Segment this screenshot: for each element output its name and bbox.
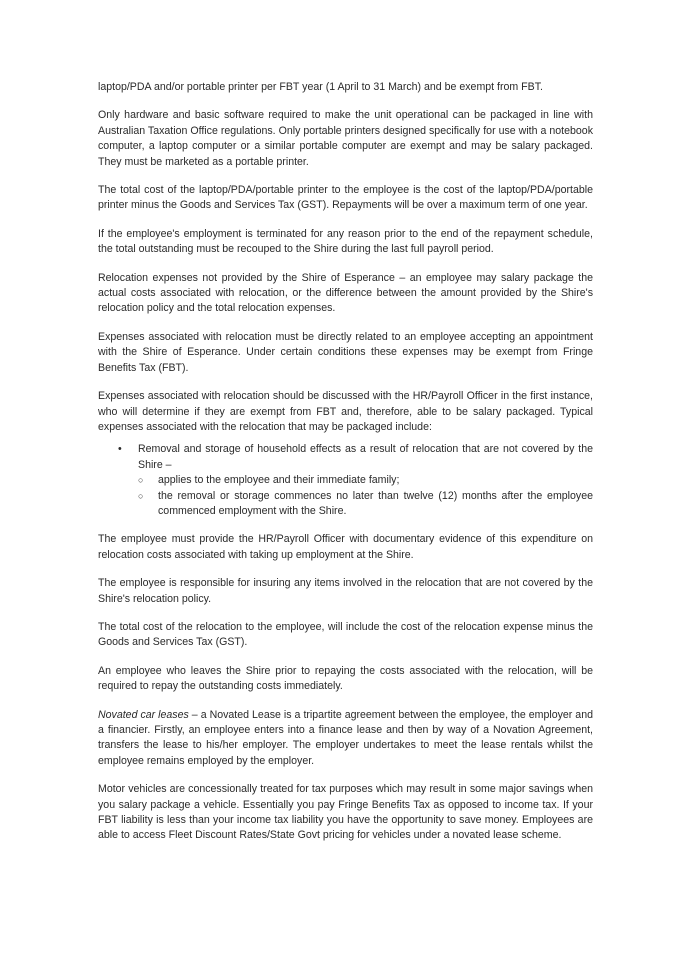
sub-item-text: applies to the employee and their immediate family; [158, 474, 400, 487]
paragraph-relocation-discussion: Expenses associated with relocation should be discussed with the HR/Payroll Officer in the first instance, who will determine if they are exempt from FBT and, therefore, able to be salary packaged. Typical expenses associated with the relocation that may be packaged include: [98, 390, 593, 433]
paragraph-fbt-year: laptop/PDA and/or portable printer per FBT year (1 April to 31 March) and be exempt from FBT. [98, 81, 543, 93]
sub-list [138, 473, 593, 519]
circle-bullet-icon: ○ [138, 490, 144, 501]
list-item [98, 442, 593, 519]
paragraph-repayment: An employee who leaves the Shire prior to repaying the costs associated with the relocation, will be required to repay the outstanding costs immediately. [98, 664, 593, 693]
sub-list-item [138, 473, 593, 488]
bullet-text: Removal and storage of household effects as a result of relocation that are not covered by the Shire – [138, 443, 593, 471]
bullet-icon: • [118, 443, 122, 456]
sub-item-text: the removal or storage commences no later than twelve (12) months after the employee commenced employment with the Shire. [158, 489, 593, 517]
paragraph-hardware: Only hardware and basic software required to make the unit operational can be packaged in line with Australian Taxation Office regulations. Only portable printers designed specifically for use with a notebook computer, a laptop computer or a similar portable computer are exempt and may be salary packaged. They must be marketed as a portable printer. [98, 109, 593, 168]
paragraph-relocation-expenses: Relocation expenses not provided by the Shire of Esperance – an employee may salary package the actual costs associated with relocation, or the difference between the amount provided by the Shire's relocation policy and the total relocation expenses. [98, 271, 593, 315]
bullet-list [98, 442, 593, 519]
sub-list-item [138, 489, 593, 520]
paragraph-insurance: The employee is responsible for insuring any items involved in the relocation that are not covered by the Shire's relocation policy. [98, 577, 593, 605]
paragraph-documentary-evidence: The employee must provide the HR/Payroll Officer with documentary evidence of this expenditure on relocation costs associated with taking up employment at the Shire. [98, 533, 593, 561]
paragraph-total-cost-laptop: The total cost of the laptop/PDA/portable printer to the employee is the cost of the laptop/PDA/portable printer minus the Goods and Services Tax (GST). Repayments will be over a maximum term of one year. [98, 184, 593, 212]
paragraph-relocation-total-cost: The total cost of the relocation to the employee, will include the cost of the relocation expense minus the Goods and Services Tax (GST). [98, 620, 593, 649]
paragraph-termination: If the employee's employment is terminated for any reason prior to the end of the repayment schedule, the total outstanding must be recouped to the Shire during the last full payroll period. [98, 227, 593, 256]
paragraph-novated-lease [98, 708, 593, 770]
paragraph-relocation-conditions: Expenses associated with relocation must be directly related to an employee accepting an appointment with the Shire of Esperance. Under certain conditions these expenses may be exempt from Fringe Benefits Tax (FBT). [98, 330, 593, 374]
circle-bullet-icon: ○ [138, 475, 144, 486]
novated-text: – a Novated Lease is a tripartite agreement between the employee, the employer and a financier. Firstly, an employee enters into a finance lease and then by way of a Novation Agreement, transfers the lease to his/her employer. The employer undertakes to meet the lease rentals whilst the employee remains employed by the employer. [98, 708, 593, 767]
paragraph-motor-vehicles: Motor vehicles are concessionally treated for tax purposes which may result in some major savings when you salary package a vehicle. Essentially you pay Fringe Benefits Tax as opposed to income tax. If your FBT liability is less than your income tax liability you have the opportunity to save money. Employees are able to access Fleet Discount Rates/State Govt pricing for vehicles under a novated lease scheme. [98, 783, 593, 842]
document-page [98, 80, 593, 857]
novated-heading: Novated car leases [98, 708, 189, 721]
